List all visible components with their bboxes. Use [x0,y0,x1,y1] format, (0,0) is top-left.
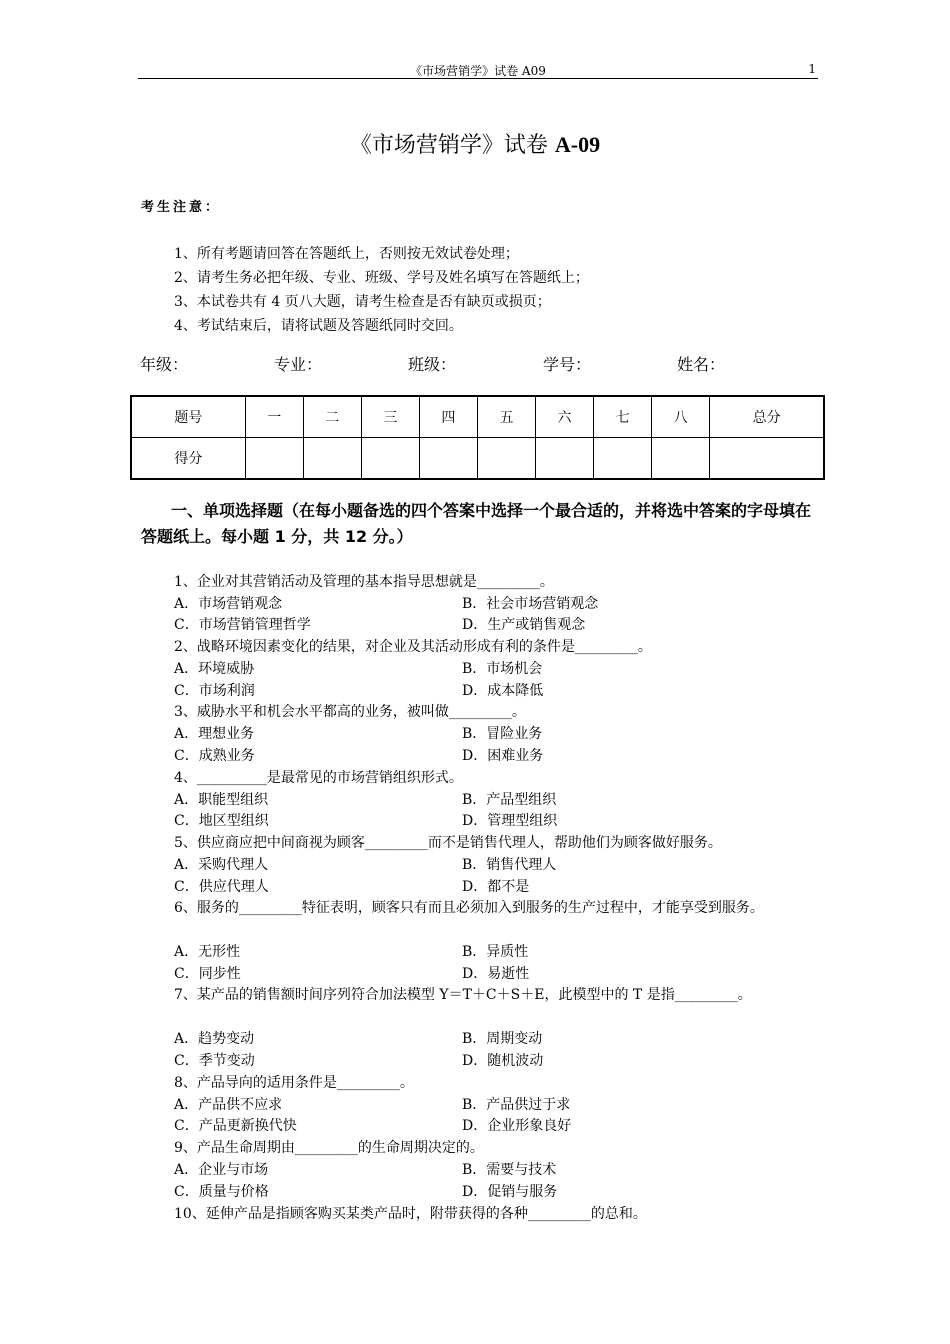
option-d: D．企业形象良好 [462,1118,572,1134]
option-a: A．理想业务 [174,726,255,742]
option-d: D．易逝性 [462,966,530,982]
option-c: C．季节变动 [174,1053,255,1069]
score-header-cell: 总分 [710,396,824,438]
score-header-cell: 五 [477,396,535,438]
option-c: C．成熟业务 [174,748,255,764]
score-cell [303,438,361,480]
option-a: A．趋势变动 [174,1031,255,1047]
score-header-cell: 七 [594,396,652,438]
option-b: B．冒险业务 [462,726,543,742]
option-d: D．困难业务 [462,748,544,764]
option-d: D．成本降低 [462,683,544,699]
question-8: 8、产品导向的适用条件是_________。 [174,1075,414,1091]
score-cell [361,438,419,480]
question-2: 2、战略环境因素变化的结果，对企业及其活动形成有利的条件是_________。 [174,639,652,655]
notice-item: 4、考试结束后，请将试题及答题纸同时交回。 [174,318,463,334]
question-6: 6、服务的_________特征表明，顾客只有而且必须加入到服务的生产过程中，才能享受到服务。 [174,900,764,916]
question-1: 1、企业对其营销活动及管理的基本指导思想就是_________。 [174,574,554,590]
option-c: C．同步性 [174,966,241,982]
score-header-cell: 八 [652,396,710,438]
score-cell [245,438,303,480]
score-row [131,438,824,480]
score-cell [477,438,535,480]
score-row-label: 得分 [131,438,245,480]
score-header-cell: 四 [419,396,477,438]
score-cell [710,438,824,480]
option-a: A．环境威胁 [174,661,255,677]
score-cell [594,438,652,480]
option-b: B．周期变动 [462,1031,543,1047]
option-c: C．产品更新换代快 [174,1118,297,1134]
score-cell [652,438,710,480]
option-b: B．社会市场营销观念 [462,596,599,612]
option-b: B．需要与技术 [462,1162,557,1178]
field-class: 班级： [408,355,457,374]
option-c: C．市场营销管理哲学 [174,617,311,633]
notice-item: 1、所有考题请回答在答题纸上，否则按无效试卷处理； [174,246,519,262]
notice-item: 3、本试卷共有 4 页八大题，请考生检查是否有缺页或损页； [174,294,551,310]
field-name: 姓名： [677,355,726,374]
score-table [130,395,825,480]
header-title: 《市场营销学》试卷 A09 [410,64,546,78]
option-a: A．企业与市场 [174,1162,269,1178]
exam-title-main: 《市场营销学》试卷 [349,133,555,158]
field-major: 专业： [274,355,323,374]
option-c: C．供应代理人 [174,879,269,895]
option-b: B．产品型组织 [462,792,557,808]
field-student-id: 学号： [543,355,592,374]
question-10: 10、延伸产品是指顾客购买某类产品时，附带获得的各种_________的总和。 [174,1206,647,1222]
option-c: C．市场利润 [174,683,255,699]
option-a: A．无形性 [174,944,241,960]
score-header-cell: 三 [361,396,419,438]
option-b: B．市场机会 [462,661,543,677]
option-b: B．产品供过于求 [462,1097,571,1113]
question-9: 9、产品生命周期由_________的生命周期决定的。 [174,1140,484,1156]
option-a: A．采购代理人 [174,857,269,873]
question-7: 7、某产品的销售额时间序列符合加法模型 Y＝T＋C＋S＋E，此模型中的 T 是指_________。 [174,987,752,1003]
option-d: D．都不是 [462,879,530,895]
question-4: 4、__________是最常见的市场营销组织形式。 [174,770,463,786]
field-grade: 年级： [140,355,189,374]
score-header-cell: 一 [245,396,303,438]
option-d: D．管理型组织 [462,813,558,829]
score-header-cell: 题号 [131,396,245,438]
notice-list [174,242,589,338]
notice-item: 2、请考生务必把年级、专业、班级、学号及姓名填写在答题纸上； [174,270,589,286]
option-c: C．地区型组织 [174,813,269,829]
score-header-row [131,396,824,438]
score-header-cell: 六 [536,396,594,438]
exam-title-code: A-09 [554,132,601,157]
notice-heading: 考生注意： [141,200,222,215]
option-d: D．促销与服务 [462,1184,558,1200]
section-1-title: 一、单项选择题（在每小题备选的四个答案中选择一个最合适的，并将选中答案的字母填在答题纸上。每小题 1 分，共 12 分。） [141,501,812,546]
exam-title [0,128,950,159]
option-d: D．随机波动 [462,1053,544,1069]
option-c: C．质量与价格 [174,1184,269,1200]
page-number: 1 [808,62,816,76]
option-b: B．异质性 [462,944,529,960]
option-d: D．生产或销售观念 [462,617,586,633]
score-header-cell: 二 [303,396,361,438]
option-a: A．市场营销观念 [174,596,283,612]
page-header [138,62,818,79]
option-a: A．职能型组织 [174,792,269,808]
option-b: B．销售代理人 [462,857,557,873]
score-cell [419,438,477,480]
question-3: 3、威胁水平和机会水平都高的业务，被叫做_________。 [174,704,526,720]
question-5: 5、供应商应把中间商视为顾客_________而不是销售代理人，帮助他们为顾客做好服务。 [174,835,722,851]
score-cell [536,438,594,480]
option-a: A．产品供不应求 [174,1097,283,1113]
